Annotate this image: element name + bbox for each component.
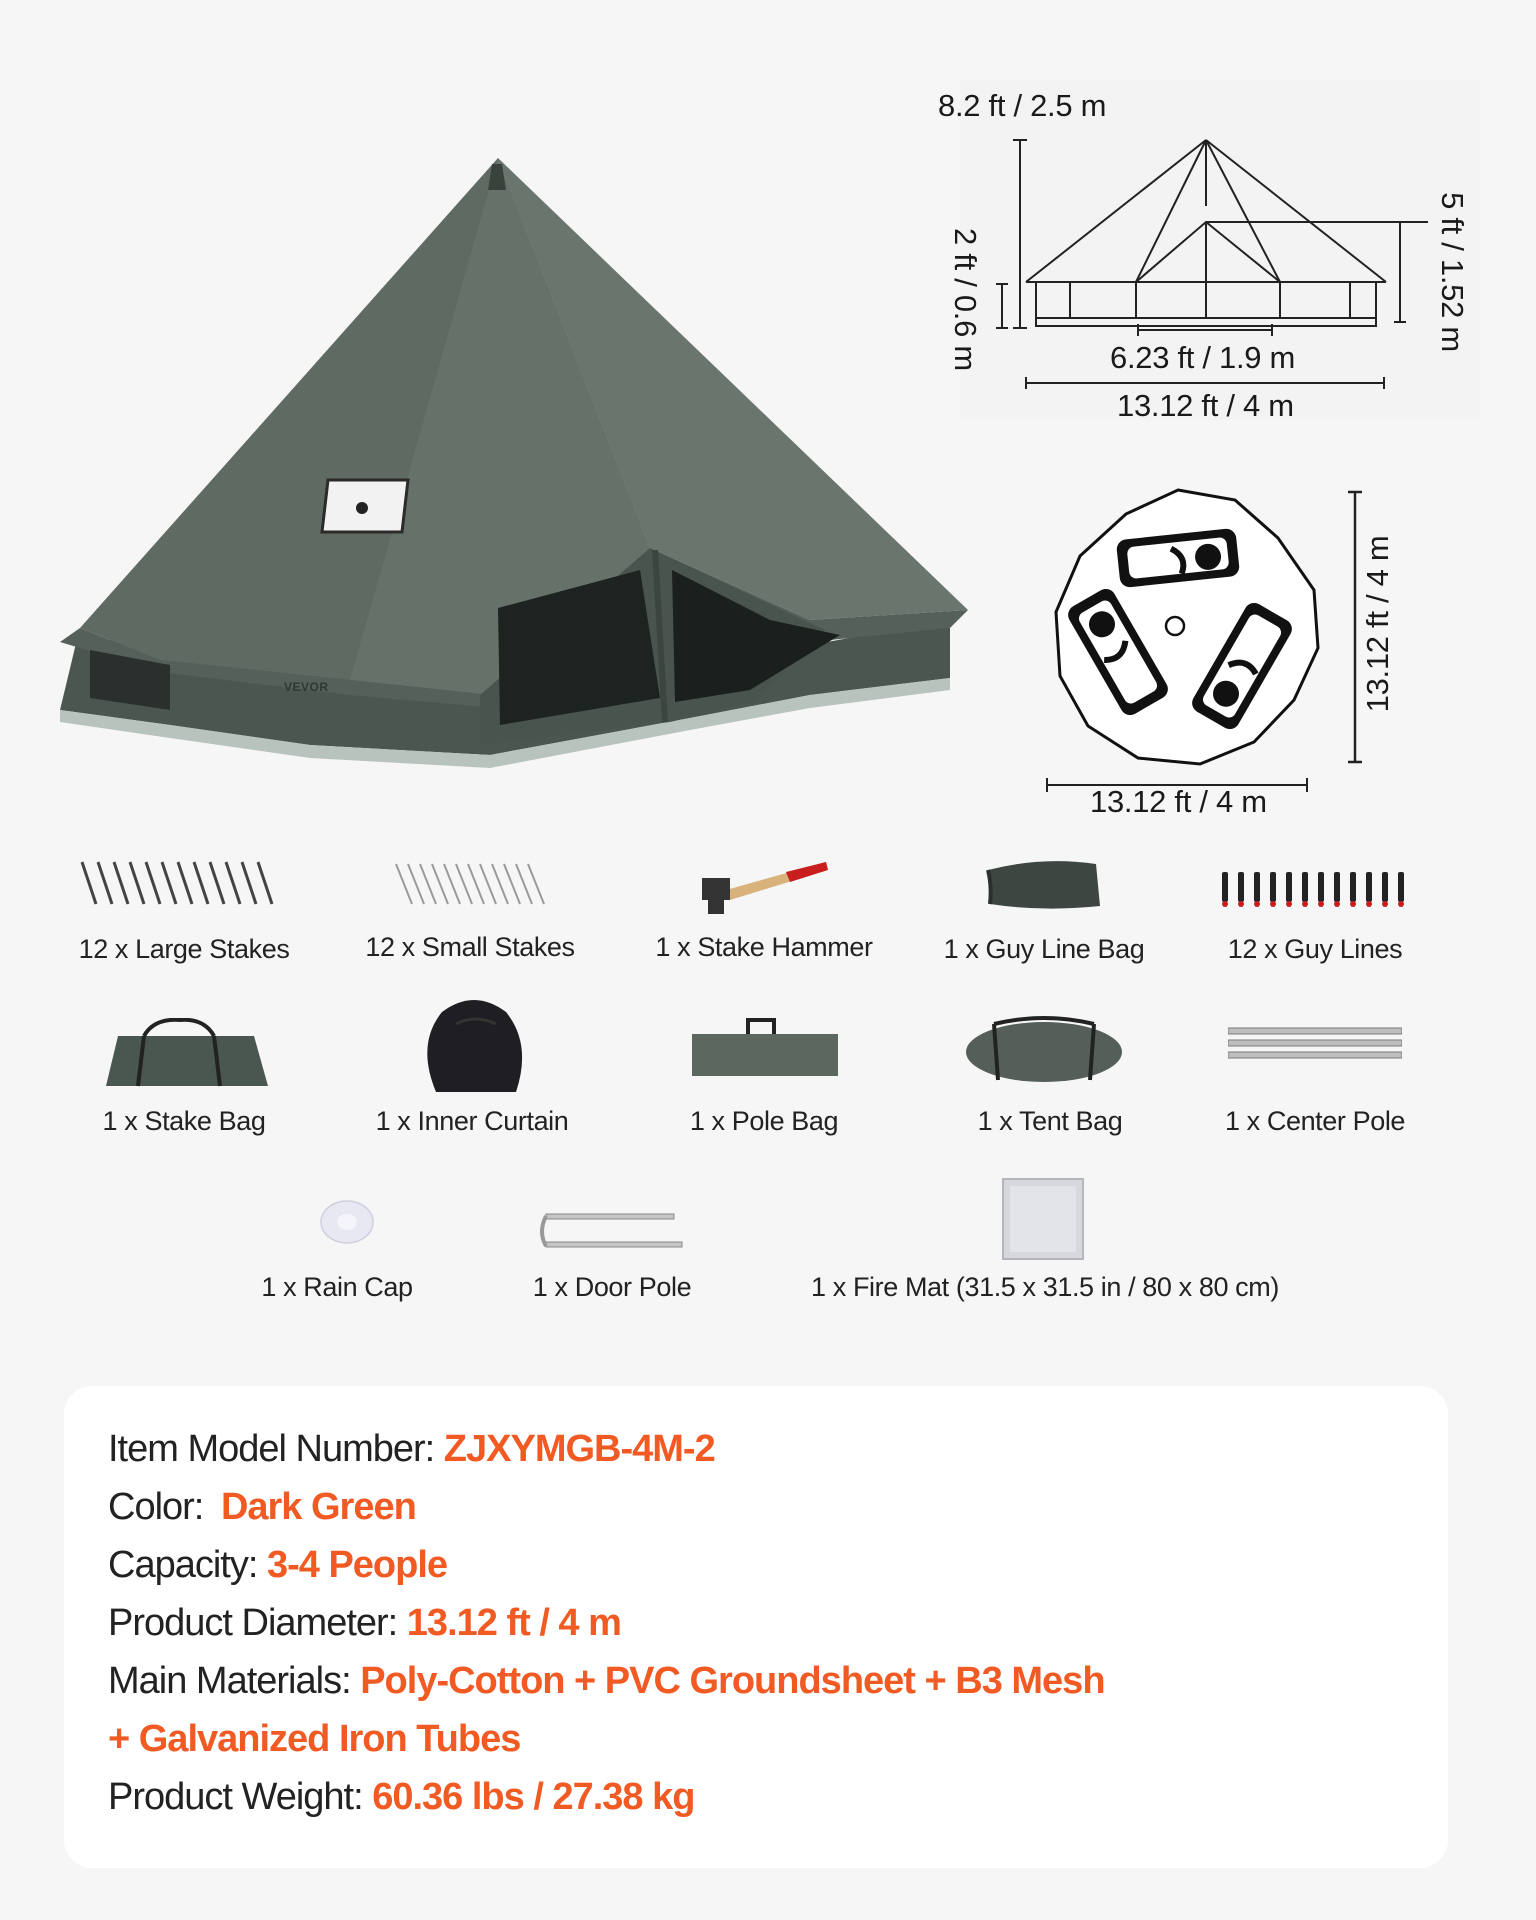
inner-curtain-icon	[416, 994, 532, 1096]
accessory-label: 1 x Door Pole	[532, 1272, 692, 1302]
spec-value: 60.36 lbs / 27.38 kg	[372, 1776, 695, 1818]
accessory-label: 1 x Inner Curtain	[375, 1106, 569, 1136]
door-height-label: 5 ft / 1.52 m	[1435, 192, 1470, 352]
center-pole-icon	[1228, 1026, 1402, 1066]
brand-mark: VEVOR	[284, 680, 329, 694]
accessory-label: 1 x Rain Cap	[261, 1272, 413, 1302]
spec-value: + Galvanized Iron Tubes	[108, 1718, 521, 1760]
accessory-label: 1 x Tent Bag	[977, 1106, 1123, 1136]
spec-materials-continued	[108, 1718, 520, 1761]
spec-materials	[108, 1660, 1105, 1703]
spec-label: Color:	[108, 1486, 204, 1528]
base-width-label: 13.12 ft / 4 m	[1117, 388, 1294, 423]
accessory-label: 1 x Guy Line Bag	[943, 934, 1145, 964]
spec-color	[108, 1486, 416, 1529]
rain-cap-icon	[320, 1200, 374, 1244]
accessory-label: 12 x Guy Lines	[1227, 934, 1403, 964]
guy-lines-icon	[1218, 870, 1418, 910]
spec-label: Product Weight:	[108, 1776, 363, 1818]
accessory-label: 1 x Stake Hammer	[655, 932, 873, 962]
accessory-label: 12 x Large Stakes	[78, 934, 290, 964]
spec-value: Dark Green	[220, 1486, 416, 1528]
accessory-label: 1 x Stake Bag	[102, 1106, 266, 1136]
spec-value: 13.12 ft / 4 m	[406, 1602, 621, 1644]
floor-plan	[1030, 480, 1400, 800]
spec-label: Item Model Number:	[108, 1428, 435, 1470]
floor-width-label: 13.12 ft / 4 m	[1090, 784, 1267, 819]
wall-height-label: 2 ft / 0.6 m	[948, 228, 983, 371]
stake-bag-icon	[104, 1018, 270, 1088]
accessory-label: 12 x Small Stakes	[365, 932, 575, 962]
door-width-label: 6.23 ft / 1.9 m	[1110, 340, 1296, 375]
spec-weight	[108, 1776, 694, 1819]
top-view-diagram	[1030, 480, 1400, 800]
fire-mat-icon	[1002, 1178, 1084, 1260]
accessory-label: 1 x Center Pole	[1224, 1106, 1406, 1136]
accessory-label: 1 x Fire Mat (31.5 x 31.5 in / 80 x 80 cm)	[811, 1272, 1279, 1302]
door-pole-icon	[536, 1212, 684, 1252]
small-stakes-icon	[392, 862, 552, 906]
hammer-icon	[696, 856, 830, 916]
accessory-label: 1 x Pole Bag	[689, 1106, 839, 1136]
spec-capacity	[108, 1544, 447, 1587]
total-height-label: 8.2 ft / 2.5 m	[938, 88, 1107, 123]
spec-label: Main Materials:	[108, 1660, 351, 1702]
large-stakes-icon	[74, 858, 294, 908]
pole-bag-icon	[690, 1014, 840, 1078]
guy-line-bag-icon	[982, 856, 1102, 912]
spec-value: Poly-Cotton + PVC Groundsheet + B3 Mesh	[360, 1660, 1105, 1702]
spec-value: ZJXYMGB-4M-2	[443, 1428, 715, 1470]
spec-model	[108, 1428, 715, 1471]
spec-label: Product Diameter:	[108, 1602, 398, 1644]
tent-image	[50, 150, 980, 770]
spec-diameter	[108, 1602, 621, 1645]
tent-illustration	[50, 150, 980, 770]
spec-value: 3-4 People	[266, 1544, 448, 1586]
spec-label: Capacity:	[108, 1544, 258, 1586]
tent-bag-icon	[964, 1012, 1124, 1084]
spec-card	[64, 1386, 1448, 1868]
floor-depth-label: 13.12 ft / 4 m	[1360, 535, 1395, 713]
